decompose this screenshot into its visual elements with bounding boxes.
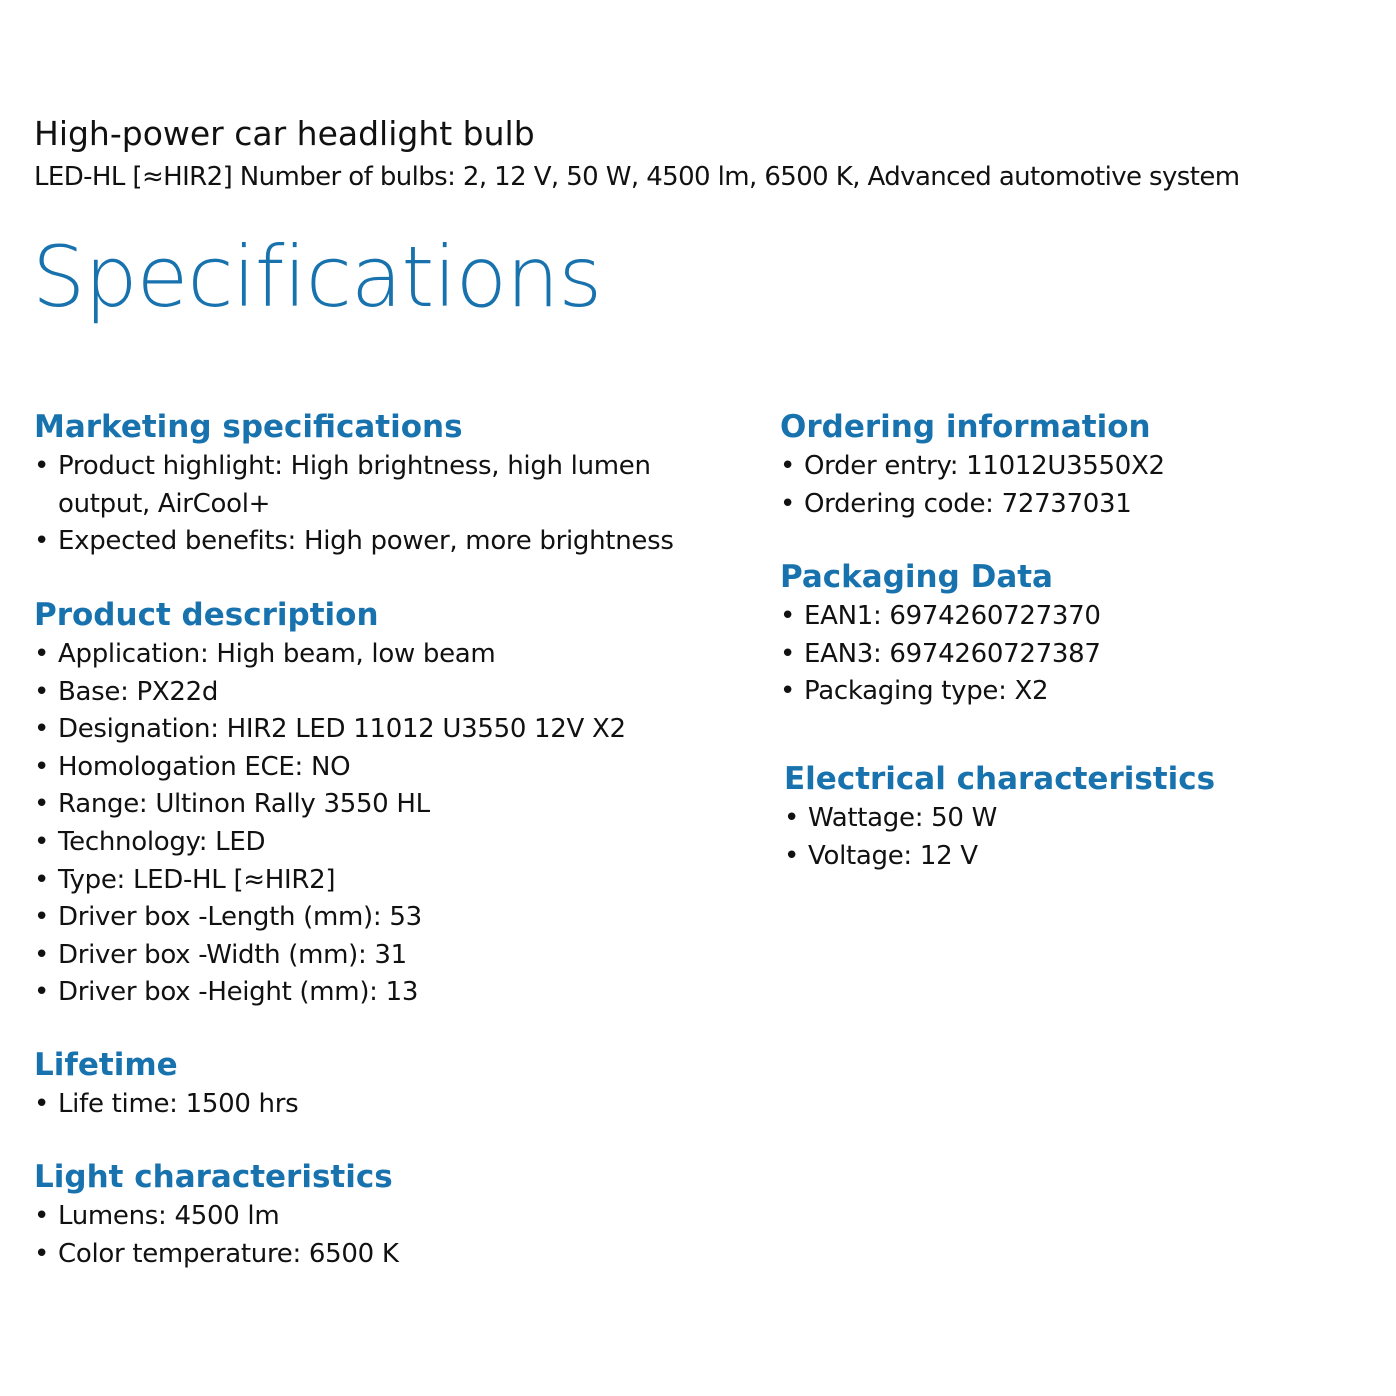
product-subtitle: LED-HL [≈HIR2] Number of bulbs: 2, 12 V, 50 W, 4500 lm, 6500 K, Advanced automotive system xyxy=(34,162,1240,192)
spec-item-ean1 xyxy=(780,598,1380,636)
spec-text: Wattage: 50 W xyxy=(808,803,997,833)
spec-text: Ordering code: 72737031 xyxy=(804,488,1132,519)
section-title: Light characteristics xyxy=(34,1159,393,1195)
spec-text: Lumens: 4500 lm xyxy=(58,1201,280,1231)
bullet: • xyxy=(34,676,50,707)
section-product-description xyxy=(34,594,734,1012)
spec-text: Homologation ECE: NO xyxy=(58,751,351,782)
spec-list xyxy=(780,598,1380,711)
spec-text: EAN3: 6974260727387 xyxy=(804,638,1101,669)
bullet: • xyxy=(780,638,796,669)
spec-item-color-temperature xyxy=(34,1236,734,1274)
bullet: • xyxy=(34,1238,50,1269)
bullet: • xyxy=(784,803,800,833)
spec-item-type xyxy=(34,862,734,900)
spec-text: Driver box -Length (mm): 53 xyxy=(58,902,422,933)
spec-text: Expected benefits: High power, more brightness xyxy=(58,526,674,557)
spec-text: Driver box -Width (mm): 31 xyxy=(58,939,407,970)
section-title: Product description xyxy=(34,597,379,633)
spec-list xyxy=(780,448,1380,523)
spec-item-base xyxy=(34,674,734,712)
spec-text: Technology: LED xyxy=(58,826,266,857)
bullet: • xyxy=(34,751,50,782)
section-title: Marketing specifications xyxy=(34,409,463,445)
spec-text: Life time: 1500 hrs xyxy=(58,1089,299,1119)
section-lifetime xyxy=(34,1044,734,1124)
bullet: • xyxy=(34,939,50,970)
section-packaging-data xyxy=(780,556,1380,711)
spec-item-order-entry xyxy=(780,448,1380,486)
spec-item-designation xyxy=(34,711,734,749)
spec-item-range xyxy=(34,786,734,824)
bullet: • xyxy=(780,676,796,707)
bullet: • xyxy=(34,714,50,745)
spec-item-expected-benefits xyxy=(34,523,734,561)
bullet: • xyxy=(34,451,50,481)
section-title: Lifetime xyxy=(34,1047,178,1083)
bullet: • xyxy=(34,864,50,895)
bullet: • xyxy=(34,1089,50,1119)
bullet: • xyxy=(784,840,800,871)
spec-text: Range: Ultinon Rally 3550 HL xyxy=(58,789,430,820)
spec-item-packaging-type xyxy=(780,673,1380,711)
bullet: • xyxy=(34,789,50,820)
spec-list xyxy=(34,1198,734,1273)
spec-list xyxy=(784,800,1384,875)
spec-item-lumens xyxy=(34,1198,734,1236)
spec-item-driver-box-length xyxy=(34,899,734,937)
spec-item-application xyxy=(34,636,734,674)
spec-text: Voltage: 12 V xyxy=(808,840,978,871)
section-light-characteristics xyxy=(34,1156,734,1273)
spec-text: Base: PX22d xyxy=(58,676,219,707)
spec-list xyxy=(34,448,734,561)
spec-text: Driver box -Height (mm): 13 xyxy=(58,977,419,1008)
spec-text: Packaging type: X2 xyxy=(804,676,1049,707)
spec-text: EAN1: 6974260727370 xyxy=(804,601,1101,631)
spec-text: Order entry: 11012U3550X2 xyxy=(804,451,1165,481)
spec-item-driver-box-width xyxy=(34,937,734,975)
bullet: • xyxy=(34,526,50,557)
bullet: • xyxy=(780,488,796,519)
spec-text: Color temperature: 6500 K xyxy=(58,1238,399,1269)
section-title: Ordering information xyxy=(780,409,1151,445)
bullet: • xyxy=(34,826,50,857)
spec-item-wattage xyxy=(784,800,1384,838)
bullet: • xyxy=(780,601,796,631)
bullet: • xyxy=(34,902,50,933)
spec-item-ordering-code xyxy=(780,486,1380,524)
bullet: • xyxy=(780,451,796,481)
spec-item-product-highlight xyxy=(34,448,734,523)
spec-item-voltage xyxy=(784,838,1384,876)
spec-item-technology xyxy=(34,824,734,862)
spec-text: Application: High beam, low beam xyxy=(58,639,496,669)
spec-item-life-time xyxy=(34,1086,734,1124)
spec-item-ean3 xyxy=(780,636,1380,674)
spec-text: Product highlight: High brightness, high lumen output, AirCool+ xyxy=(58,451,651,519)
product-title: High-power car headlight bulb xyxy=(34,114,535,153)
section-title: Packaging Data xyxy=(780,559,1053,595)
spec-list xyxy=(34,636,734,1012)
spec-text: Designation: HIR2 LED 11012 U3550 12V X2 xyxy=(58,714,626,745)
spec-list xyxy=(34,1086,734,1124)
section-ordering-information xyxy=(780,406,1380,523)
spec-text: Type: LED-HL [≈HIR2] xyxy=(58,864,336,895)
spec-item-driver-box-height xyxy=(34,974,734,1012)
bullet: • xyxy=(34,977,50,1008)
section-electrical-characteristics xyxy=(784,758,1384,875)
bullet: • xyxy=(34,1201,50,1231)
bullet: • xyxy=(34,639,50,669)
page-heading: Specifications xyxy=(32,228,602,326)
spec-item-homologation xyxy=(34,749,734,787)
section-title: Electrical characteristics xyxy=(784,761,1216,797)
section-marketing-specifications xyxy=(34,406,734,561)
